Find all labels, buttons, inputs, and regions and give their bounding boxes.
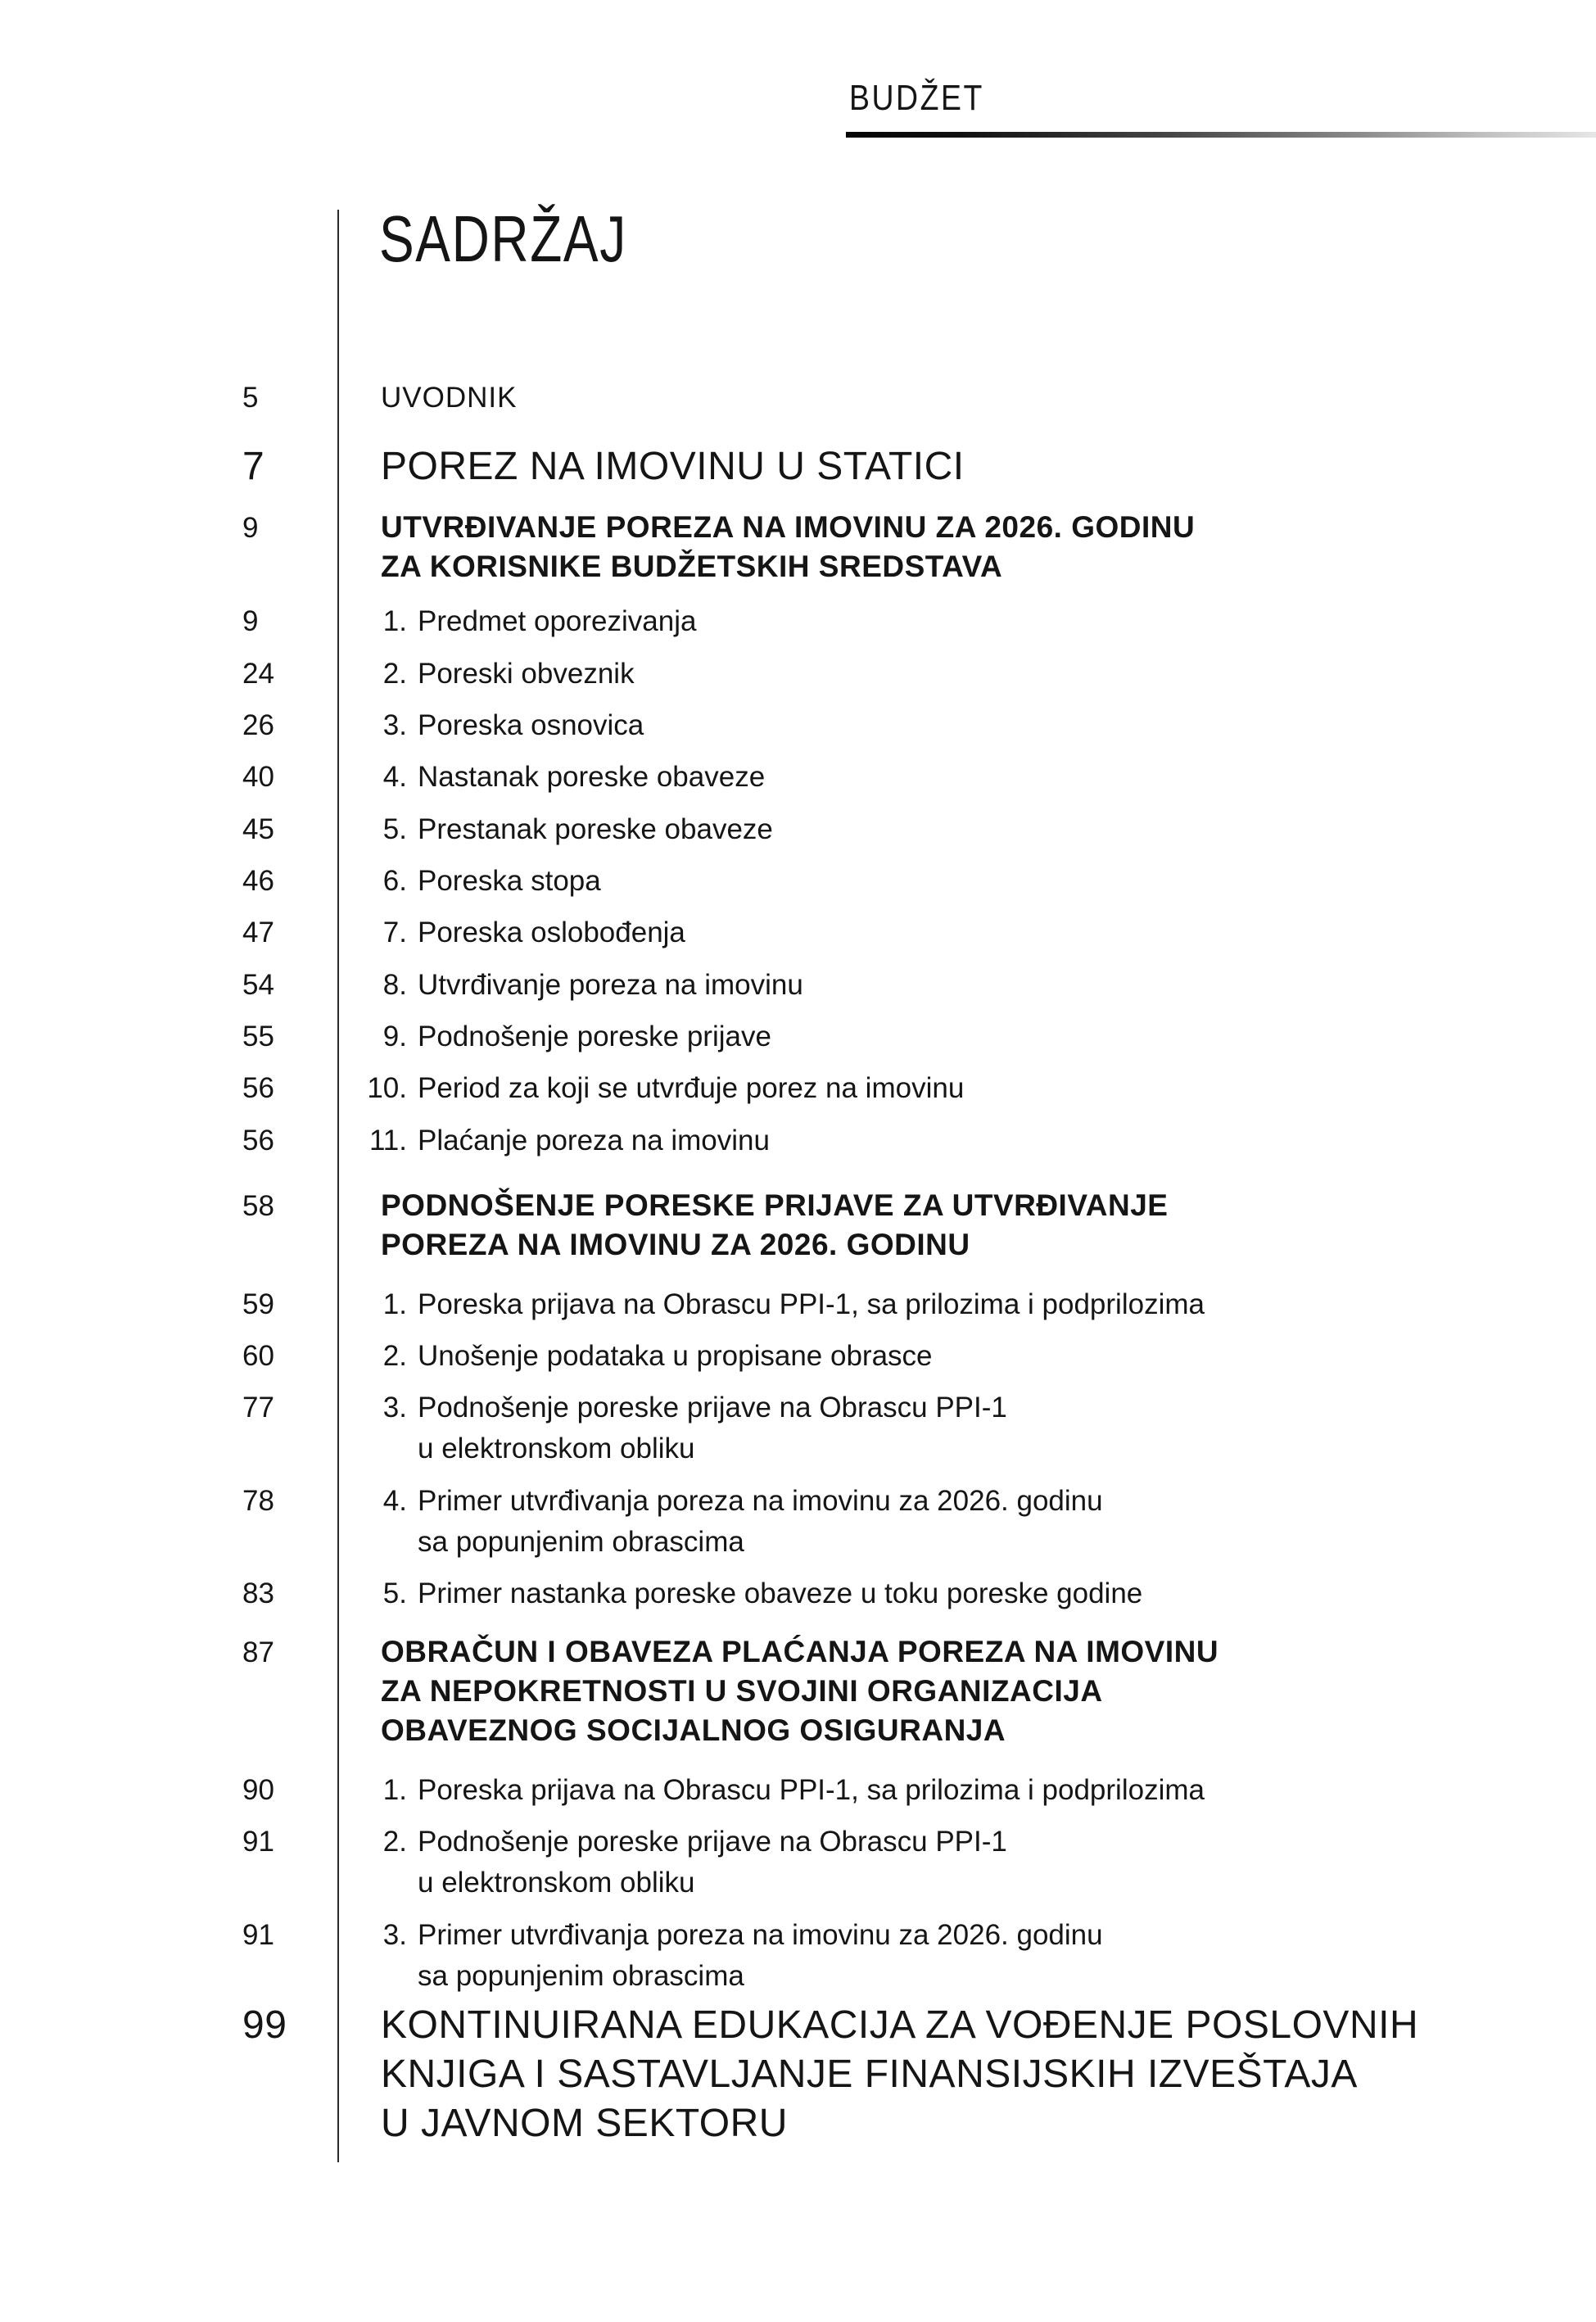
toc-row: [242, 601, 696, 642]
toc-page-number: 58: [242, 1190, 274, 1222]
toc-page-number: 91: [242, 1919, 274, 1951]
toc-row: [242, 965, 803, 1006]
toc-page-number: 99: [242, 2003, 287, 2047]
toc-page-number: 91: [242, 1826, 274, 1858]
toc-row: [242, 1186, 1168, 1265]
toc-entry-line: sa popunjenim obrascima: [418, 1960, 744, 1992]
toc-row: [242, 1336, 933, 1377]
toc-page-number: 87: [242, 1636, 274, 1668]
toc-entry-text: [418, 757, 765, 798]
toc-entry-text: [418, 1822, 1007, 1903]
toc-item-number: 3.: [382, 1392, 407, 1424]
toc-row: [242, 1120, 770, 1161]
toc-page-number: 60: [242, 1340, 274, 1372]
toc-page-number: 46: [242, 865, 274, 897]
toc-row: [242, 1632, 1218, 1750]
toc-item-number: 1.: [382, 605, 407, 637]
toc-row: [242, 1915, 1103, 1997]
page-title: SADRŽAJ: [379, 202, 627, 275]
toc-entry-line: KNJIGA I SASTAVLJANJE FINANSIJSKIH IZVEŠTAJA: [381, 2053, 1358, 2096]
toc-item-number: 1.: [382, 1774, 407, 1806]
toc-entry-text: [418, 654, 635, 695]
toc-item-number: 8.: [382, 969, 407, 1001]
toc-entry-line: KONTINUIRANA EDUKACIJA ZA VOĐENJE POSLOVNIH: [381, 2003, 1419, 2047]
toc-page-number: 40: [242, 761, 274, 793]
toc-entry-text: [418, 1284, 1205, 1325]
running-head-title: BUDŽET: [849, 78, 984, 118]
toc-page-number: 56: [242, 1125, 274, 1156]
toc-entry-line: Primer utvrđivanja poreza na imovinu za 2026. godinu: [418, 1919, 1103, 1951]
toc-entry-text: [381, 2001, 1418, 2148]
toc-page-number: 59: [242, 1288, 274, 1320]
toc-page-number: 5: [242, 382, 260, 414]
toc-item-number: 5.: [382, 813, 407, 845]
toc-entry-line: POREZA NA IMOVINU ZA 2026. GODINU: [381, 1228, 970, 1261]
toc-item-number: 4.: [382, 761, 407, 793]
toc-entry-line: Podnošenje poreske prijave na Obrascu PPI-1: [418, 1826, 1007, 1858]
toc-entry-line: Plaćanje poreza na imovinu: [418, 1125, 770, 1156]
toc-row: [242, 2001, 1418, 2148]
toc-row: [242, 705, 644, 746]
toc-page-number: 47: [242, 917, 274, 948]
toc-row: [242, 1481, 1103, 1563]
toc-entry-line: Prestanak poreske obaveze: [418, 813, 773, 845]
toc-page-number: 78: [242, 1485, 274, 1517]
toc-entry-line: UVODNIK: [381, 382, 518, 414]
toc-entry-line: Podnošenje poreske prijave: [418, 1021, 771, 1052]
toc-entry-line: u elektronskom obliku: [418, 1867, 695, 1899]
toc-entry-text: [418, 705, 644, 746]
toc-entry-line: Poreska stopa: [418, 865, 601, 897]
toc-entry-text: [418, 1068, 964, 1109]
toc-entry-text: [418, 1387, 1007, 1469]
toc-entry-line: U JAVNOM SEKTORU: [381, 2102, 788, 2145]
toc-row: [242, 654, 635, 695]
toc-entry-line: Poreska oslobođenja: [418, 917, 685, 948]
toc-row: [242, 442, 965, 491]
toc-row: [242, 1573, 1142, 1614]
toc-entry-text: [418, 1120, 770, 1161]
toc-entry-line: Poreska prijava na Obrascu PPI-1, sa prilozima i podprilozima: [418, 1288, 1205, 1320]
toc-item-number: 3.: [382, 709, 407, 741]
toc-entry-text: [381, 1186, 1168, 1265]
toc-item-number: 2.: [382, 1340, 407, 1372]
toc-entry-line: Predmet oporezivanja: [418, 605, 697, 637]
toc-entry-text: [418, 965, 803, 1006]
toc-entry-text: [381, 378, 517, 419]
toc-entry-line: u elektronskom obliku: [418, 1433, 695, 1464]
toc-entry-text: [381, 508, 1195, 586]
toc-row: [242, 861, 601, 902]
toc-row: [242, 1387, 1007, 1469]
toc-row: [242, 912, 685, 953]
toc-entry-text: [418, 861, 601, 902]
toc-entry-line: Primer nastanka poreske obaveze u toku poreske godine: [418, 1577, 1143, 1609]
toc-entry-text: [418, 601, 696, 642]
toc-page-number: 9: [242, 605, 259, 637]
toc-entry-line: sa popunjenim obrascima: [418, 1526, 744, 1558]
toc-entry-text: [381, 442, 965, 491]
toc-entry-line: PODNOŠENJE PORESKE PRIJAVE ZA UTVRĐIVANJE: [381, 1188, 1169, 1222]
header-rule: [846, 132, 1596, 138]
toc-row: [242, 809, 773, 850]
toc-entry-line: Poreska osnovica: [418, 709, 644, 741]
toc-page-number: 90: [242, 1774, 274, 1806]
toc-page-number: 24: [242, 658, 274, 690]
toc-item-number: 1.: [382, 1288, 407, 1320]
toc-row: [242, 378, 517, 419]
toc-entry-line: Utvrđivanje poreza na imovinu: [418, 969, 803, 1001]
toc-entry-line: Poreski obveznik: [418, 658, 635, 690]
toc-entry-line: ZA NEPOKRETNOSTI U SVOJINI ORGANIZACIJA: [381, 1674, 1103, 1708]
toc-page-number: 83: [242, 1577, 274, 1609]
toc-entry-line: OBRAČUN I OBAVEZA PLAĆANJA POREZA NA IMOVINU: [381, 1635, 1219, 1668]
toc-entry-line: ZA KORISNIKE BUDŽETSKIH SREDSTAVA: [381, 550, 1003, 583]
toc-entry-text: [418, 809, 773, 850]
toc-item-number: 6.: [382, 865, 407, 897]
toc-page-number: 55: [242, 1021, 274, 1052]
toc-page-number: 7: [242, 445, 265, 488]
toc-entry-text: [381, 1632, 1218, 1750]
toc-entry-text: [418, 1336, 933, 1377]
toc-row: [242, 508, 1195, 586]
toc-row: [242, 1016, 771, 1057]
toc-entry-text: [418, 1016, 771, 1057]
toc-page-number: 26: [242, 709, 274, 741]
toc-item-number: 5.: [382, 1577, 407, 1609]
toc-entry-text: [418, 1770, 1205, 1811]
toc-item-number: 7.: [382, 917, 407, 948]
toc-row: [242, 1770, 1205, 1811]
toc-entry-line: OBAVEZNOG SOCIJALNOG OSIGURANJA: [381, 1713, 1006, 1747]
toc-entry-text: [418, 1481, 1103, 1563]
toc-row: [242, 757, 765, 798]
toc-entry-line: Nastanak poreske obaveze: [418, 761, 766, 793]
toc-page-number: 56: [242, 1072, 274, 1104]
toc-entry-line: Unošenje podataka u propisane obrasce: [418, 1340, 933, 1372]
toc-page-number: 9: [242, 512, 259, 544]
toc-page-number: 77: [242, 1392, 274, 1424]
toc-page-number: 45: [242, 813, 274, 845]
toc-item-number: 3.: [382, 1919, 407, 1951]
toc-item-number: 4.: [382, 1485, 407, 1517]
toc-entry-line: UTVRĐIVANJE POREZA NA IMOVINU ZA 2026. GODINU: [381, 510, 1196, 544]
toc-entry-line: Poreska prijava na Obrascu PPI-1, sa prilozima i podprilozima: [418, 1774, 1205, 1806]
toc-item-number: 11.: [368, 1125, 407, 1156]
toc-entry-line: Primer utvrđivanja poreza na imovinu za 2026. godinu: [418, 1485, 1103, 1517]
toc-item-number: 10.: [367, 1072, 407, 1104]
toc-entry-line: POREZ NA IMOVINU U STATICI: [381, 445, 965, 488]
toc-row: [242, 1822, 1007, 1903]
toc-entry-line: Period za koji se utvrđuje porez na imovinu: [418, 1072, 965, 1104]
toc-page-number: 54: [242, 969, 274, 1001]
toc-entry-text: [418, 1573, 1142, 1614]
toc-entry-text: [418, 912, 685, 953]
toc-item-number: 2.: [382, 658, 407, 690]
toc-row: [242, 1068, 964, 1109]
toc-item-number: 2.: [382, 1826, 407, 1858]
toc-row: [242, 1284, 1205, 1325]
toc-entry-text: [418, 1915, 1103, 1997]
toc-item-number: 9.: [382, 1021, 407, 1052]
toc-entry-line: Podnošenje poreske prijave na Obrascu PPI-1: [418, 1392, 1007, 1424]
